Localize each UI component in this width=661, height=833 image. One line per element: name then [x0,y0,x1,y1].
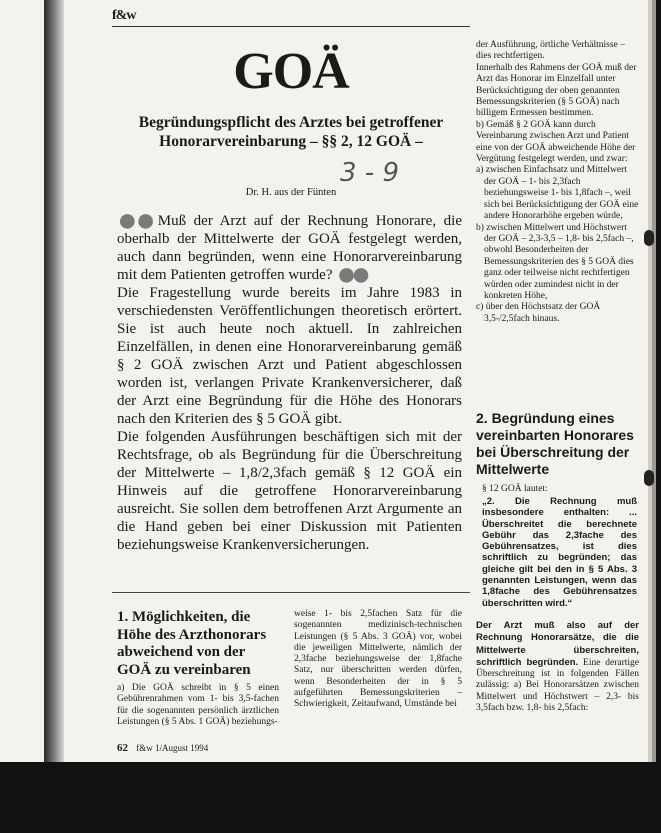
section2-text: Eine derartige Überschreitung ist in folgenden Fällen zulässig: [476,657,639,691]
right-paragraph: Innerhalb des Rahmens der GOÄ muß der Arzt das Honorar im Einzelfall unter Berücksichtigung der oben genannten Bemessungskriterien (§ 5 GOÄ) nach billigem Ermessen bestimmen. [476,62,637,119]
right-paragraph: b) Gemäß § 2 GOÄ kann durch Vereinbarung zwischen Arzt und Patient eine von der GOÄ abweichende Höhe der Vergütung festgelegt werden, und zwar: [476,119,636,165]
binding-gutter [44,0,64,762]
article-subtitle: Begründungspflicht des Arztes bei getroffener Honorarvereinbarung – §§ 2, 12 GOÄ – [138,114,444,150]
page-number: 62 [117,742,128,754]
section2-bold-text: Der Arzt muß also auf der Rechnung Honorarsätze, die die Mittelwerte überschreiten, schriftlich begründen. [476,620,639,668]
quote-open-icon: ●● [117,202,154,239]
intro-paragraph: Die folgenden Ausführungen beschäftigen sich mit der Rechtsfrage, ob als Begründung für die Überschreitung der Mittelwerte – 1,8/2,3fach gemäß § 12 GOÄ ein Hinweis auf die getroffene Honorarvereinbarung ausreicht. Sie sollen dem betroffenen Arzt Argumente an die Hand geben bei einer Diskussion mit Patienten beziehungsweise Krankenversicherungen. [117,429,462,553]
right-paragraph: der Ausführung, örtliche Verhältnisse – dies rechtfertigen. [476,40,625,62]
journal-logo: f&w [112,8,136,23]
section1-heading: 1. Möglichkeiten, die Höhe des Arzthonorars abweichend von der GOÄ zu vereinbaren [117,609,267,678]
section2-heading: 2. Begründung eines vereinbarten Honorares bei Überschreitung der Mittelwerte [476,410,634,477]
article-title: GOÄ [233,43,349,100]
footer-source: f&w 1/August 1994 [136,743,209,753]
scan-background [0,762,661,833]
binder-hole-icon [644,470,654,486]
right-list-item: c) über den Höchstsatz der GOÄ 3,5-/2,5fach hinaus. [476,302,601,324]
header-rule [112,26,470,27]
article-author: Dr. H. aus der Fünten [245,187,337,198]
section1-body: a) Die GOÄ schreibt in § 5 einen Gebührenrahmen vom 1- bis 3,5-fachen für die sogenannten persönlich ärztlichen Leistungen (§ 5 Abs. 1 GOÄ) beziehungs- [117,683,279,727]
binder-hole-icon [644,230,654,246]
section2-quote: „2. Die Rechnung muß insbesondere enthalten: ... Überschreitet die berechnete Gebühr das 2,3fache des Gebührensatzes, ist dies schriftlich zu begründen; das gleiche gilt bei den in § 5 Abs. 3 genannten Leistungen, wenn das 1,8fache des Gebührensatzes überschritten wird.“ [482,496,637,609]
section2-lead: § 12 GOÄ lautet: [482,484,548,494]
section-divider [112,592,470,593]
page-footer [117,742,208,754]
right-list-item: b) zwischen Mittelwert und Höchstwert der GOÄ – 2,3-3,5 – 1,8- bis 2,5fach –, obwohl Besonderheiten der Bemessungskriterien des § 5 GOÄ dies ganz oder teilweise nicht rechtfertigen würden oder zumindest nicht in der konkreten Höhe, [476,222,634,301]
right-column-text [476,40,639,325]
intro-paragraph: Die Fragestellung wurde bereits im Jahre 1983 in verschiedensten Veröffentlichungen theoretisch erörtert. Sie ist auch heute noch aktuell. In zahlreichen Einzelfällen, in denen eine Honorarvereinbarung gemäß § 2 GOÄ zwischen Arzt und Patient abgeschlossen worden ist, verlangen Private Krankenversicherer, daß der Arzt eine Begründung für die Höhe des Honorars nach den Kriterien des § 5 GOÄ gibt. [117,285,462,427]
handwritten-note: 3 - 9 [340,158,399,188]
right-list-item: a) zwischen Einfachsatz und Mittelwert der GOÄ – 1- bis 2,3fach beziehungsweise 1- bis 1,8fach –, weil sich bei Berücksichtigung der GOÄ eine andere Honorarhöhe ergeben würde, [476,165,639,222]
section2-list-item: a) Bei Honorarsätzen zwischen Mittelwert und Höchstwert – 2,3- bis 3,5fach bzw. 1,8- bis 2,5fach: [476,680,639,714]
column2-body: weise 1- bis 2,5fachen Satz für die sogenannten medizinisch-technischen Leistungen (§ 5 Abs. 3 GOÄ) vor, wobei die jeweiligen Mittelwerte, nämlich der 2,3fache beziehungsweise der 1,8fache Satz, nur überschritten werden dürfen, wenn Besonderheiten der in § 5 aufgeführten Bemessungskriterien – Schwierigkeit, Zeitaufwand, Umstände bei [294,609,462,710]
quote-close-icon: ●● [336,256,366,293]
intro-lead-paragraph: ●● Muß der Arzt auf der Rechnung Honorare, die oberhalb der Mittelwerte der GOÄ festgelegt werden, auch dann begründen, wenn eine Honorarvereinbarung mit dem Patienten getroffen wurde? ●● [117,202,463,293]
section2-body [476,620,639,714]
article-intro [117,202,463,554]
